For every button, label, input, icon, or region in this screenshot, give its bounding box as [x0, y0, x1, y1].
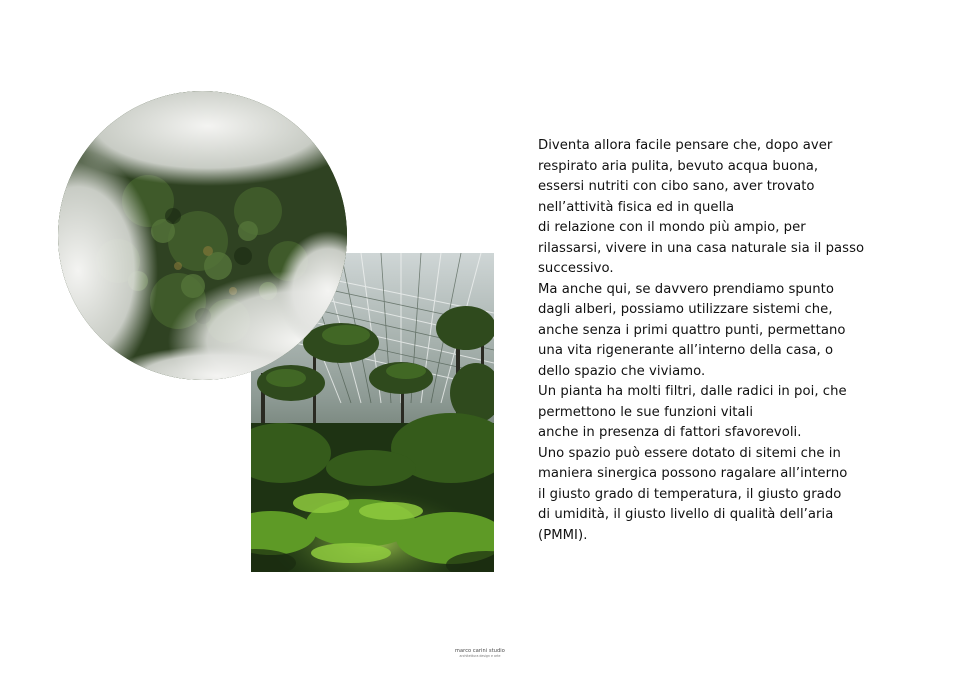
- text-line: successivo.: [538, 261, 614, 276]
- text-line: Ma anche qui, se davvero prendiamo spunto: [538, 281, 834, 297]
- text-line: dello spazio che viviamo.: [538, 363, 706, 379]
- text-line: (PMMI).: [538, 527, 588, 543]
- text-line: permettono le sue funzioni vitali: [538, 404, 754, 420]
- text-line: nell’attività fisica ed in quella: [538, 199, 735, 215]
- footer-brand: marco carini studio: [455, 648, 505, 654]
- forest-photo: [58, 91, 347, 380]
- text-line: di relazione con il mondo più ampio, per: [538, 220, 806, 235]
- footer-tagline: architettura design e arte: [459, 654, 501, 658]
- text-line: anche in presenza di fattori sfavorevoli.: [538, 425, 802, 440]
- text-line: respirato aria pulita, bevuto acqua buona,: [538, 158, 819, 174]
- text-line: anche senza i primi quattro punti, permettano: [538, 322, 846, 338]
- text-line: una vita rigenerante all’interno della casa, o: [538, 343, 834, 358]
- text-line: Uno spazio può essere dotato di sitemi che in: [538, 445, 841, 461]
- text-line: Diventa allora facile pensare che, dopo aver: [538, 138, 833, 153]
- text-line: rilassarsi, vivere in una casa naturale sia il passo: [538, 240, 865, 256]
- text-line: maniera sinergica possono ragalare all’interno: [538, 466, 848, 481]
- text-line: il giusto grado di temperatura, il giusto grado: [538, 486, 842, 502]
- footer: [430, 648, 530, 658]
- text-line: Un pianta ha molti filtri, dalle radici in poi, che: [538, 384, 847, 399]
- text-line: essersi nutriti con cibo sano, aver trovato: [538, 179, 815, 194]
- foggy-forest-aerial-photo-icon: [58, 91, 347, 380]
- text-line: dagli alberi, possiamo utilizzare sistemi che,: [538, 302, 833, 317]
- text-line: di umidità, il giusto livello di qualità dell’aria: [538, 507, 834, 522]
- body-paragraph: [538, 136, 883, 546]
